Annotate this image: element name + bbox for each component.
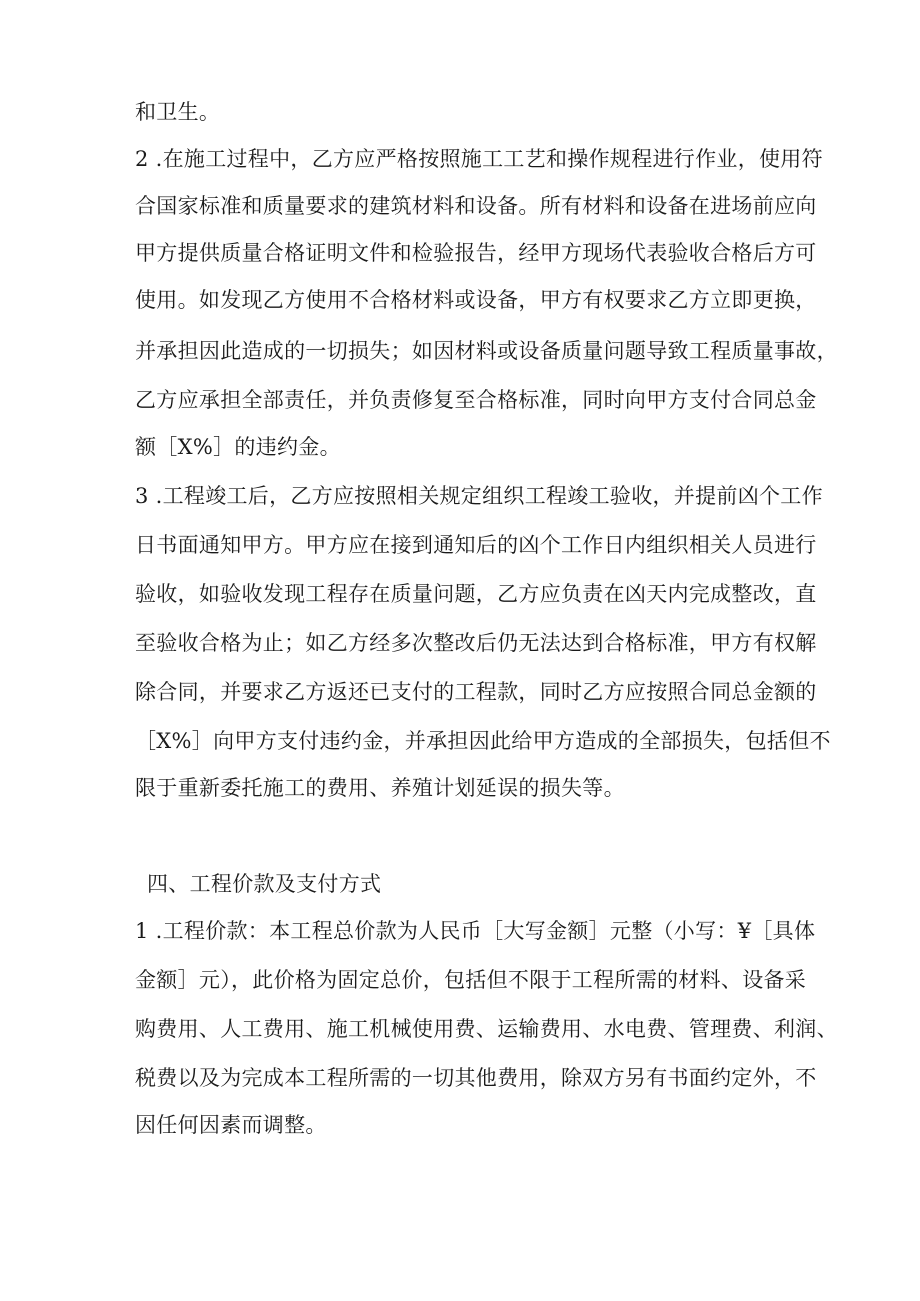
paragraph-line: 2 .在施工过程中，乙方应严格按照施工工艺和操作规程进行作业，使用符 (135, 147, 823, 171)
paragraph-line: ［X%］向甲方支付违约金，并承担因此给甲方造成的全部损失，包括但不 (135, 729, 831, 753)
paragraph-line: 税费以及为完成本工程所需的一切其他费用，除双方另有书面约定外，不 (135, 1066, 817, 1090)
paragraph-line: 验收，如验收发现工程存在质量问题，乙方应负责在凶天内完成整改，直 (135, 582, 817, 606)
paragraph-line: 乙方应承担全部责任，并负责修复至合格标准，同时向甲方支付合同总金 (135, 388, 817, 412)
paragraph-line: 3 .工程竣工后，乙方应按照相关规定组织工程竣工验收，并提前凶个工作 (135, 484, 823, 508)
section-heading: 四、工程价款及支付方式 (147, 872, 382, 896)
paragraph-line: 和卫生。 (135, 100, 221, 124)
paragraph-line: 限于重新委托施工的费用、养殖计划延误的损失等。 (135, 776, 625, 800)
paragraph-line: 因任何因素而调整。 (135, 1113, 327, 1137)
paragraph-line: 除合同，并要求乙方返还已支付的工程款，同时乙方应按照合同总金额的 (135, 680, 817, 704)
paragraph-line: 购费用、人工费用、施工机械使用费、运输费用、水电费、管理费、利润、 (135, 1017, 838, 1041)
paragraph-line: 并承担因此造成的一切损失；如因材料或设备质量问题导致工程质量事故， (135, 339, 838, 363)
paragraph-line: 日书面通知甲方。甲方应在接到通知后的凶个工作日内组织相关人员进行 (135, 533, 817, 557)
paragraph-line: 合国家标准和质量要求的建筑材料和设备。所有材料和设备在进场前应向 (135, 194, 817, 218)
paragraph-line: 额［X%］的违约金。 (135, 435, 341, 459)
paragraph-line: 1 .工程价款：本工程总价款为人民币［大写金额］元整（小写：¥［具体 (135, 919, 816, 943)
paragraph-line: 金额］元），此价格为固定总价，包括但不限于工程所需的材料、设备采 (135, 968, 807, 992)
paragraph-line: 甲方提供质量合格证明文件和检验报告，经甲方现场代表验收合格后方可 (135, 241, 817, 265)
paragraph-line: 使用。如发现乙方使用不合格材料或设备，甲方有权要求乙方立即更换， (135, 288, 817, 312)
paragraph-line: 至验收合格为止；如乙方经多次整改后仍无法达到合格标准，甲方有权解 (135, 631, 817, 655)
